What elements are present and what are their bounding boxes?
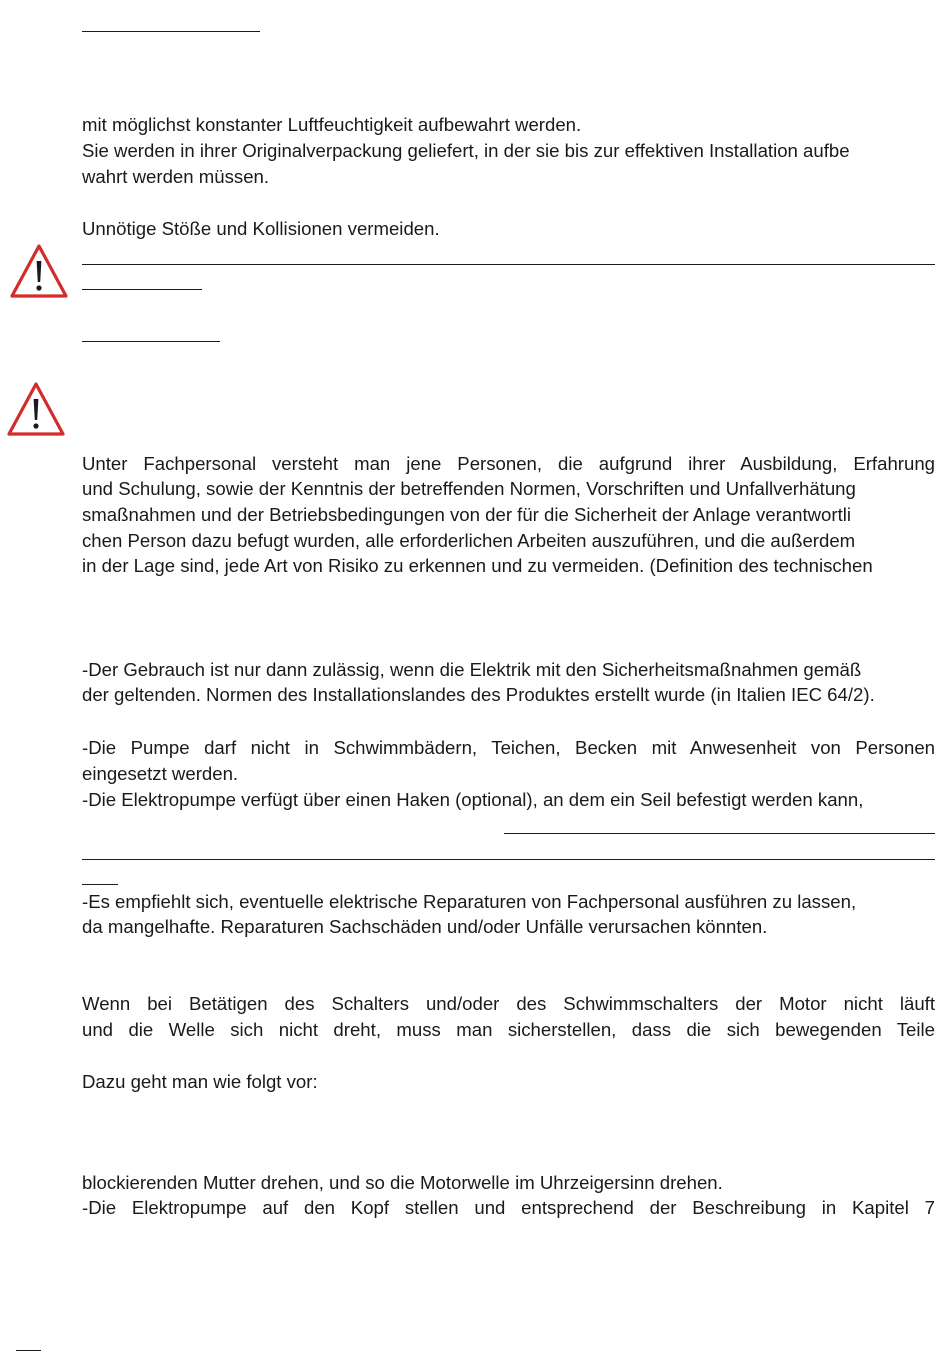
warning-triangle-icon	[8, 242, 70, 300]
rule-tiny	[82, 884, 118, 885]
rule-top	[82, 31, 260, 32]
usage-line-4: eingesetzt werden.	[82, 763, 239, 784]
storage-line-1: mit möglichst konstanter Luftfeuchtigkeit aufbewahrt werden.	[82, 114, 582, 135]
storage-line-2: Sie werden in ihrer Originalverpackung geliefert, in der sie bis zur effektiven Installation aufbe	[82, 140, 850, 161]
usage-line-3: -Die Pumpe darf nicht in Schwimmbädern, Teichen, Becken mit Anwesenheit von Personen	[82, 737, 935, 758]
troubleshooting-line-5: -Die Elektropumpe auf den Kopf stellen und entsprechend der Beschreibung in Kapitel 7	[82, 1197, 935, 1218]
usage-line-1: -Der Gebrauch ist nur dann zulässig, wenn die Elektrik mit den Sicherheitsmaßnahmen gemäß	[82, 659, 862, 680]
troubleshooting-line-1: Wenn bei Betätigen des Schalters und/oder des Schwimmschalters der Motor nicht läuft	[82, 993, 935, 1014]
rule-right	[504, 833, 935, 834]
usage-line-5: -Die Elektropumpe verfügt über einen Haken (optional), an dem ein Seil befestigt werden kann,	[82, 789, 864, 810]
storage-line-3: wahrt werden müssen.	[82, 166, 270, 187]
personnel-line-1: Unter Fachpersonal versteht man jene Personen, die aufgrund ihrer Ausbildung, Erfahrung	[82, 453, 935, 474]
personnel-line-2: und Schulung, sowie der Kenntnis der betreffenden Normen, Vorschriften und Unfallverhätung	[82, 478, 856, 499]
usage-line-6: -Es empfiehlt sich, eventuelle elektrische Reparaturen von Fachpersonal ausführen zu lassen,	[82, 891, 857, 912]
usage-line-7: da mangelhafte. Reparaturen Sachschäden und/oder Unfälle verursachen könnten.	[82, 916, 768, 937]
warning-triangle-icon	[5, 380, 67, 438]
rule-full	[82, 859, 935, 860]
rule-bottom	[16, 1350, 41, 1351]
storage-line-4: Unnötige Stöße und Kollisionen vermeiden.	[82, 218, 440, 239]
personnel-line-4: chen Person dazu befugt wurden, alle erforderlichen Arbeiten auszuführen, und die außerdem	[82, 530, 856, 551]
usage-line-2: der geltenden. Normen des Installationslandes des Produktes erstellt wurde (in Italien IEC 64/2).	[82, 684, 875, 705]
rule-short-2	[82, 341, 220, 342]
rule-short-1	[82, 289, 202, 290]
rule-warning-1	[82, 264, 935, 265]
personnel-line-5: in der Lage sind, jede Art von Risiko zu erkennen und zu vermeiden. (Definition des technischen	[82, 555, 873, 576]
troubleshooting-line-2: und die Welle sich nicht dreht, muss man sicherstellen, dass die sich bewegenden Teile	[82, 1019, 935, 1040]
troubleshooting-line-4: blockierenden Mutter drehen, und so die Motorwelle im Uhrzeigersinn drehen.	[82, 1172, 723, 1193]
personnel-line-3: smaßnahmen und der Betriebsbedingungen von der für die Sicherheit der Anlage verantwortli	[82, 504, 852, 525]
troubleshooting-line-3: Dazu geht man wie folgt vor:	[82, 1071, 318, 1092]
